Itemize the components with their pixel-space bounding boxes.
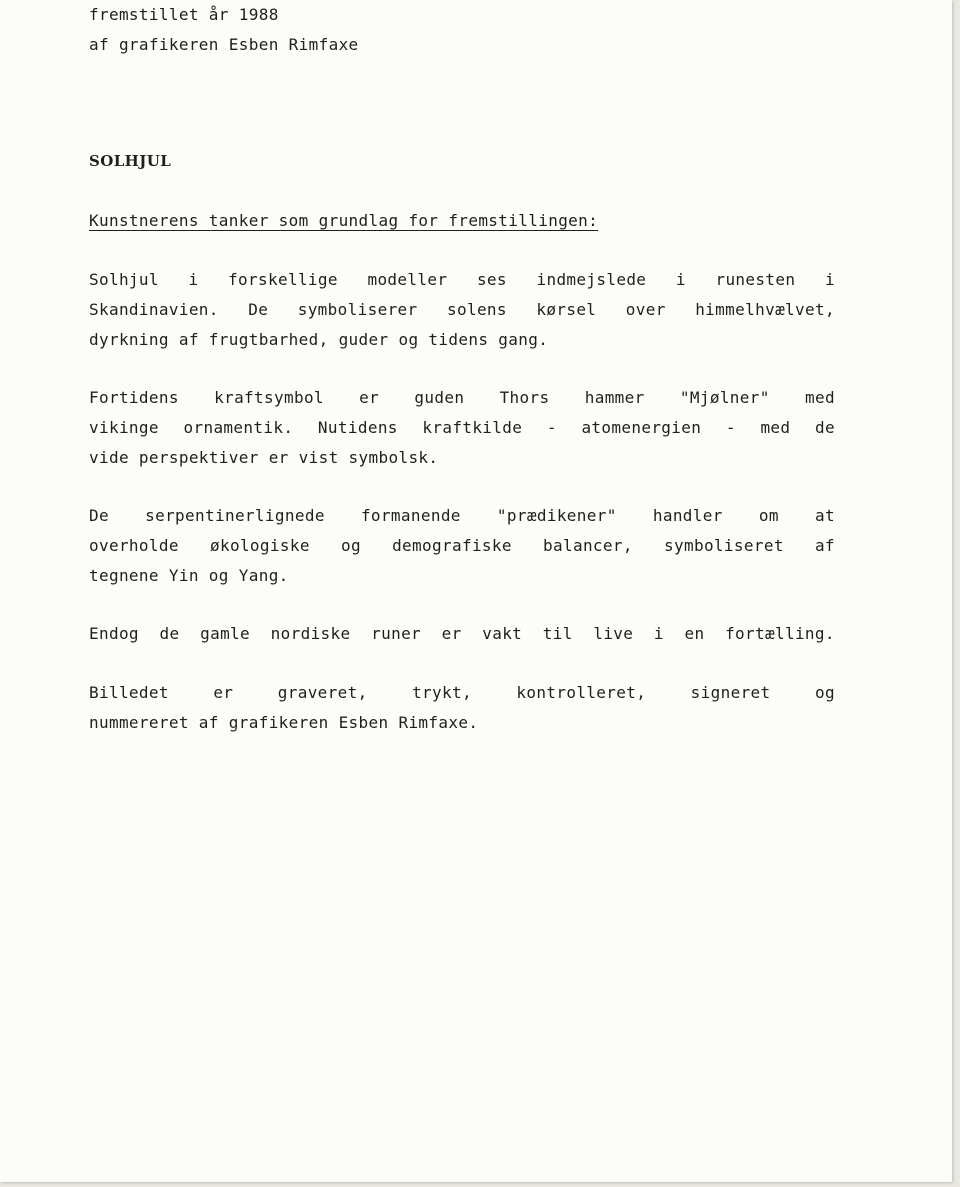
word: over — [625, 299, 666, 319]
paragraph-1-line-2 — [89, 295, 835, 325]
word: runer — [371, 624, 422, 644]
word: er — [441, 624, 462, 644]
paragraph-gap — [89, 472, 837, 501]
word: - — [725, 417, 736, 437]
word: - — [546, 417, 557, 437]
word: at — [815, 506, 835, 526]
word: "Mjølner" — [679, 388, 770, 408]
document-text — [89, 0, 837, 738]
word: kontrolleret, — [516, 683, 647, 703]
word: Solhjul — [89, 270, 159, 290]
paragraph-gap — [89, 354, 837, 383]
word: Thors — [499, 388, 550, 408]
paragraph-2-line-2 — [89, 413, 835, 443]
word: vikinge — [89, 417, 159, 437]
word: handler — [652, 506, 723, 526]
word: solens — [447, 299, 507, 319]
paragraph-3-line-2 — [89, 531, 835, 561]
paragraph-gap — [89, 649, 837, 678]
word: om — [758, 506, 779, 526]
word: Billedet — [89, 683, 169, 703]
paragraph-solhjul — [89, 265, 837, 354]
word: en — [684, 624, 705, 644]
word: forskellige — [228, 270, 338, 290]
intro-line-artist: af grafikeren Esben Rimfaxe — [89, 34, 359, 54]
word: balancer, — [543, 536, 633, 556]
word: Skandinavien. — [89, 299, 219, 319]
paragraph-3-line-1 — [89, 501, 835, 531]
paragraph-kraftsymbol — [89, 383, 837, 472]
word: med — [805, 388, 835, 408]
paragraph-2-line-3: vide perspektiver er vist symbolsk. — [89, 447, 439, 467]
word: De — [89, 506, 109, 526]
paragraph-praedikener — [89, 501, 837, 590]
paragraph-5-line-1 — [89, 678, 835, 708]
word: indmejslede — [536, 270, 647, 290]
word: hammer — [584, 388, 645, 408]
word: er — [359, 388, 380, 408]
word: symboliserer — [297, 299, 418, 319]
paragraph-5-line-2: nummereret af grafikeren Esben Rimfaxe. — [89, 712, 479, 732]
word: de — [815, 417, 835, 437]
word: kraftkilde — [422, 417, 523, 437]
word: signeret — [690, 683, 771, 703]
word: er — [213, 683, 234, 703]
word: til — [542, 624, 573, 644]
word: i — [824, 270, 835, 290]
word: i — [675, 270, 686, 290]
word: i — [653, 624, 664, 644]
word: serpentinerlignede — [145, 506, 325, 526]
paragraph-1-line-3: dyrkning af frugtbarhed, guder og tidens gang. — [89, 329, 549, 349]
word: runesten — [715, 270, 796, 290]
document-subtitle: Kunstnerens tanker som grundlag for fremstillingen: — [89, 211, 599, 231]
word: fortælling. — [725, 624, 835, 644]
word: guden — [414, 388, 465, 408]
paragraph-billedet — [89, 678, 837, 737]
word: symboliseret — [664, 536, 784, 556]
word: formanende — [360, 506, 461, 526]
paragraph-gap — [89, 590, 837, 619]
word: ornamentik. — [183, 417, 294, 437]
document-heading: SOLHJUL — [89, 152, 172, 171]
word: trykt, — [412, 683, 472, 703]
word: gamle — [200, 624, 251, 644]
word: Fortidens — [89, 388, 179, 408]
word: kørsel — [536, 299, 597, 319]
word: med — [760, 417, 791, 437]
word: de — [159, 624, 180, 644]
word: graveret, — [277, 683, 368, 703]
word: og — [340, 536, 361, 556]
word: i — [188, 270, 199, 290]
paragraph-2-line-1 — [89, 383, 835, 413]
word: Endog — [89, 624, 139, 644]
paragraph-runer — [89, 619, 837, 649]
word: af — [814, 536, 835, 556]
word: himmelhvælvet, — [695, 299, 835, 319]
word: De — [248, 299, 269, 319]
word: atomenergien — [581, 417, 702, 437]
word: modeller — [367, 270, 448, 290]
word: økologiske — [210, 536, 310, 556]
paragraph-4-line-1 — [89, 619, 835, 649]
word: nordiske — [270, 624, 351, 644]
word: Nutidens — [317, 417, 398, 437]
intro-line-year: fremstillet år 1988 — [89, 5, 279, 24]
word: ses — [476, 270, 507, 290]
word: demografiske — [392, 536, 512, 556]
paragraph-3-line-3: tegnene Yin og Yang. — [89, 565, 289, 585]
paragraph-gap — [89, 236, 837, 265]
paragraph-1-line-1 — [89, 265, 835, 295]
word: overholde — [89, 536, 179, 556]
word: vakt — [482, 624, 523, 644]
word: og — [814, 683, 835, 703]
word: live — [593, 624, 634, 644]
word: "prædikener" — [496, 506, 617, 526]
word: kraftsymbol — [214, 388, 324, 408]
